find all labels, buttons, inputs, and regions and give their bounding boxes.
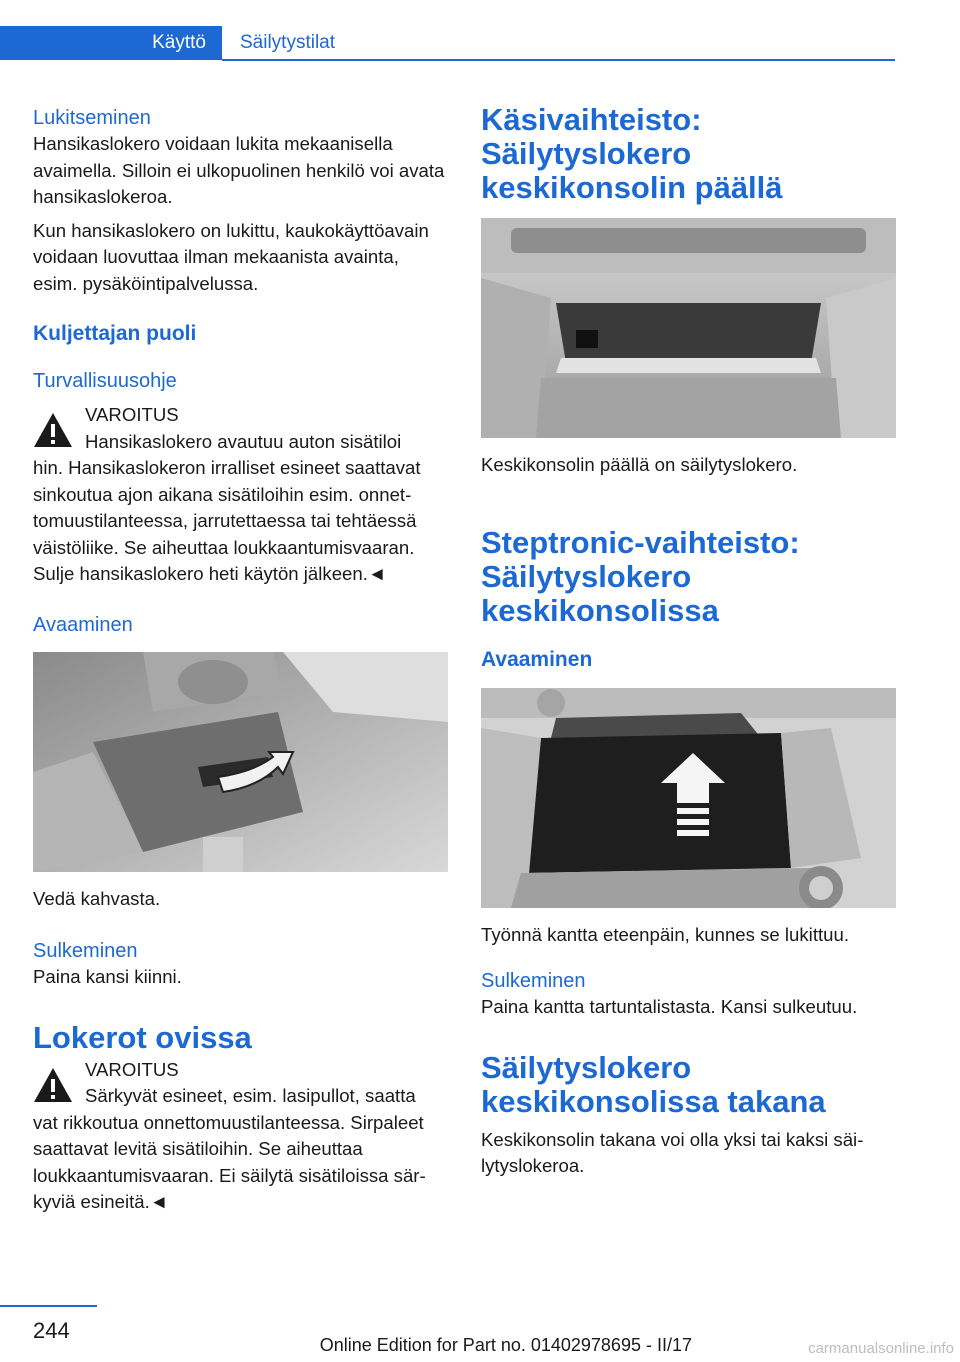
warning-1-body: hin. Hansikaslokeron irralliset esineet saattavat sinkoutua ajon aikana sisätiloihin esim. onnettomuustilanteessa, jarrutettaessa tai tehtäessä väistöliike. Se aiheuttaa loukkaantumisvaaran. Sulje hansikaslokero heti käytön jälkeen.◄: [33, 457, 421, 584]
tab-sailytystilat[interactable]: Säilytystilat: [240, 32, 336, 53]
safety-heading: Turvallisuusohje: [33, 370, 177, 392]
caption-pull-handle: Vedä kahvasta.: [33, 887, 161, 909]
warning-block-2: [33, 1057, 448, 1216]
tab-kaytto[interactable]: Käyttö: [0, 26, 222, 60]
warning-triangle-icon: [33, 412, 73, 448]
lock-heading: Lukitseminen: [33, 107, 151, 129]
rear-compartment-heading: Säilytyslokero keskikonsolissa takana: [481, 1049, 826, 1119]
open-heading-right: Avaaminen: [481, 647, 593, 671]
warning-block-1: [33, 402, 448, 588]
door-compartments-heading: Lokerot ovissa: [33, 1019, 252, 1055]
caption-console-tray: Keskikonsolin päällä on säilytyslokero.: [481, 454, 798, 475]
lock-paragraph-2: Kun hansikaslokero on lukittu, kaukokäyttöavain voidaan luovuttaa ilman mekaanista avainta, esim. pysäköintipalvelussa.: [33, 219, 429, 294]
warning-2-body: vat rikkoutua onnettomuustilanteessa. Sirpaleet saattavat levitä sisätiloihin. Se aiheuttaa loukkaantumisvaaran. Ei säilytä sisätiloissa särkyviä esineitä.◄: [33, 1111, 426, 1212]
edition-text: Online Edition for Part no. 01402978695 - II/17: [319, 1335, 692, 1355]
close-heading-right: Sulkeminen: [481, 970, 586, 992]
lock-paragraph-1: Hansikaslokero voidaan lukita mekaanisella avaimella. Silloin ei ulkopuolinen henkilö voi avata hansikaslokeroa.: [33, 133, 445, 207]
glovebox-image: [33, 652, 448, 872]
close-text-left: Paina kansi kiinni.: [33, 966, 182, 987]
warning-2-line-1: Särkyvät esineet, esim. lasipullot, saatta: [85, 1085, 416, 1106]
page-number: 244: [33, 1318, 70, 1343]
driver-side-heading: Kuljettajan puoli: [33, 322, 197, 345]
console-top-tray-image: [481, 218, 896, 438]
watermark: carmanualsonline.info: [808, 1340, 954, 1357]
warning-1-title: VAROITUS: [85, 404, 179, 425]
warning-2-title: VAROITUS: [85, 1058, 179, 1080]
manual-transmission-heading: Käsivaihteisto: Säilytyslokero keskikonsolin päällä: [481, 102, 783, 205]
footer-divider: [0, 1305, 97, 1307]
right-column: [481, 100, 896, 1180]
header-bar: [0, 26, 895, 60]
close-heading-left: Sulkeminen: [33, 940, 138, 962]
steptronic-heading: Steptronic-vaihteisto: Säilytyslokero keskikonsolissa: [481, 524, 800, 628]
open-heading-left: Avaaminen: [33, 613, 133, 636]
rear-compartment-text: Keskikonsolin takana voi olla yksi tai kaksi säilytyslokeroa.: [481, 1128, 864, 1176]
warning-triangle-icon: [33, 1067, 73, 1103]
left-column: [33, 100, 448, 1216]
header-divider: [222, 59, 895, 61]
caption-push-cover: Työnnä kantta eteenpäin, kunnes se lukittuu.: [481, 923, 849, 945]
warning-1-line-1: Hansikaslokero avautuu auton sisätiloi: [85, 430, 402, 452]
close-text-right: Paina kantta tartuntalistasta. Kansi sulkeutuu.: [481, 996, 858, 1017]
console-compartment-image: [481, 688, 896, 908]
